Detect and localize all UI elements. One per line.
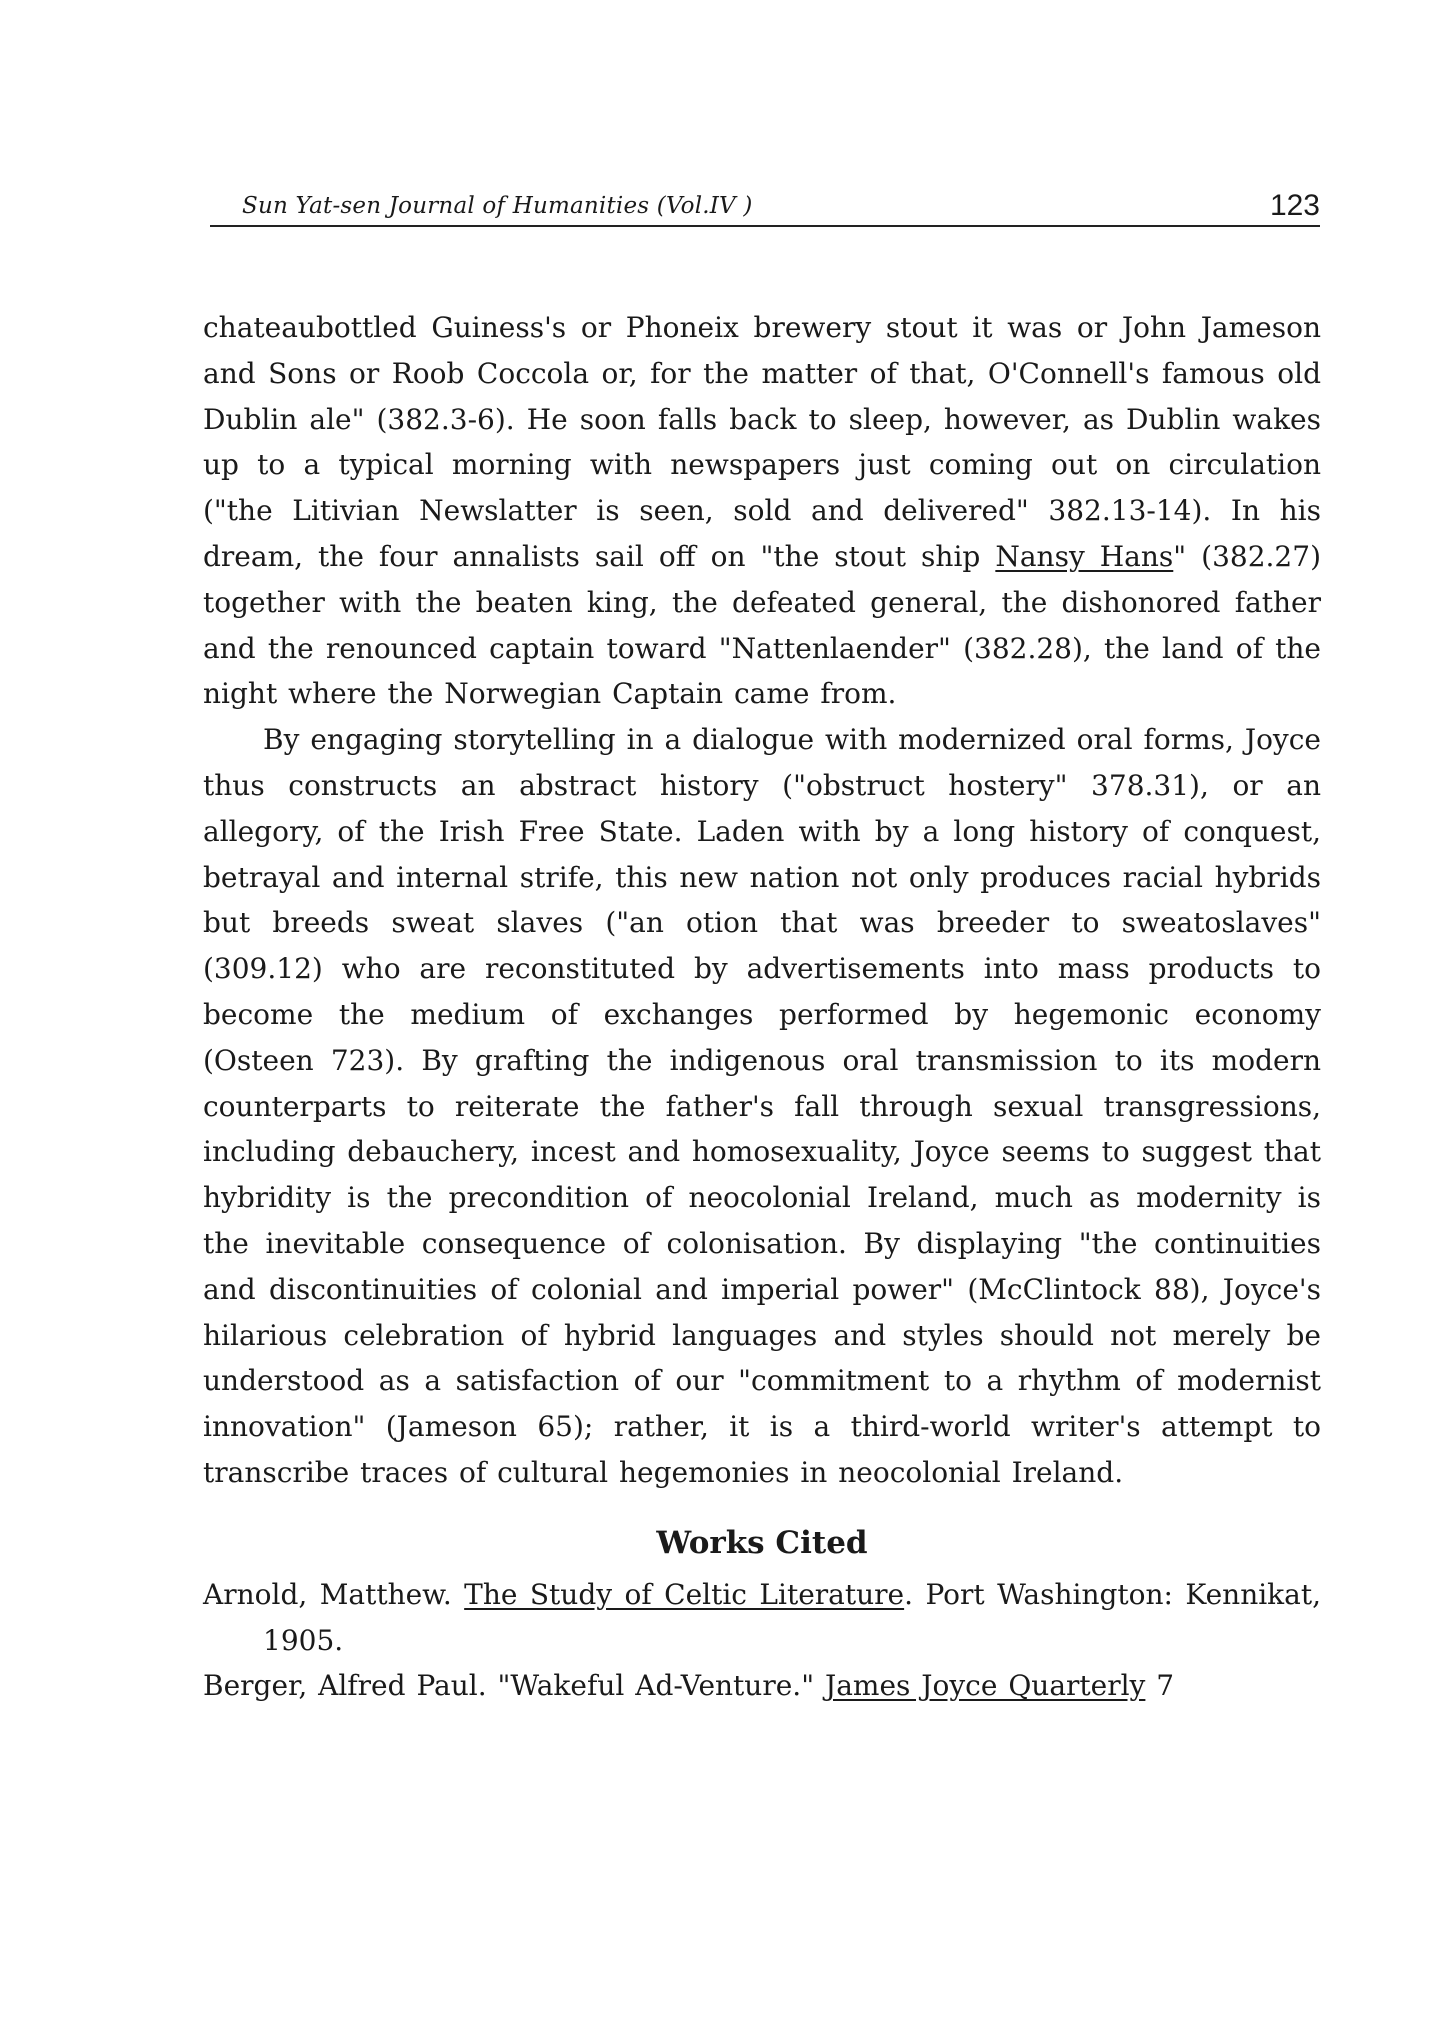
text-run: 7 xyxy=(1145,1669,1175,1703)
text-run: chateaubottled Guiness's or Phoneix brewery stout it was or John Jameson and Sons or Roob Coccola or, for the matter of that, O'Connell's famous old Dublin ale" (382.3-6). He soon falls back to sleep, however, as Dublin wakes up to a typical morning with newspapers just coming out on circulation ("the Litivian Newslatter is seen, sold and delivered" 382.13-14). In his dream, the four annalists sail off on "the stout ship xyxy=(203,311,1321,573)
running-head xyxy=(210,175,1320,227)
page-number: 123 xyxy=(1269,189,1320,222)
works-cited-heading: Works Cited xyxy=(656,1524,868,1561)
text-run: Berger, Alfred Paul. "Wakeful Ad-Venture." xyxy=(203,1669,825,1703)
article-body xyxy=(203,305,1321,1709)
text-run: " (382.27) together with the beaten king, the defeated general, the dishonored father and the renounced captain toward "Nattenlaender" (382.28), the land of the night where the Norwegian Captain came from. xyxy=(203,539,1321,711)
paragraph-list xyxy=(203,305,1321,1496)
underlined-title: James Joyce Quarterly xyxy=(824,1669,1146,1703)
underlined-title: The Study of Celtic Literature xyxy=(464,1577,905,1611)
reference-entry xyxy=(203,1663,1321,1709)
body-paragraph xyxy=(203,717,1321,1496)
works-cited-list xyxy=(203,1572,1321,1709)
text-run: Arnold, Matthew. xyxy=(203,1577,465,1611)
text-run: . Port Washington: Kennikat, 1905. xyxy=(263,1577,1321,1657)
body-paragraph xyxy=(203,305,1321,717)
underlined-title: Nansy Hans xyxy=(995,539,1174,573)
text-run: By engaging storytelling in a dialogue with modernized oral forms, Joyce thus constructs an abstract history ("obstruct hostery" 378.31), or an allegory, of the Irish Free State. Laden with by a long history of conquest, betrayal and internal strife, this new nation not only produces racial hybrids but breeds sweat slaves ("an otion that was breeder to sweatoslaves" (309.12) who are reconstituted by advertisements into mass products to become the medium of exchanges performed by hegemonic economy (Osteen 723). By grafting the indigenous oral transmission to its modern counterparts to reiterate the father's fall through sexual transgressions, including debauchery, incest and homosexuality, Joyce seems to suggest that hybridity is the precondition of neocolonial Ireland, much as modernity is the inevitable consequence of colonisation. By displaying "the continuities and discontinuities of colonial and imperial power" (McClintock 88), Joyce's hilarious celebration of hybrid languages and styles should not merely be understood as a satisfaction of our "commitment to a rhythm of modernist innovation" (Jameson 65); rather, it is a third-world writer's attempt to transcribe traces of cultural hegemonies in neocolonial Ireland. xyxy=(203,723,1321,1489)
reference-entry xyxy=(203,1572,1321,1664)
journal-title: Sun Yat-sen Journal of Humanities (Vol.IV ) xyxy=(242,193,753,219)
